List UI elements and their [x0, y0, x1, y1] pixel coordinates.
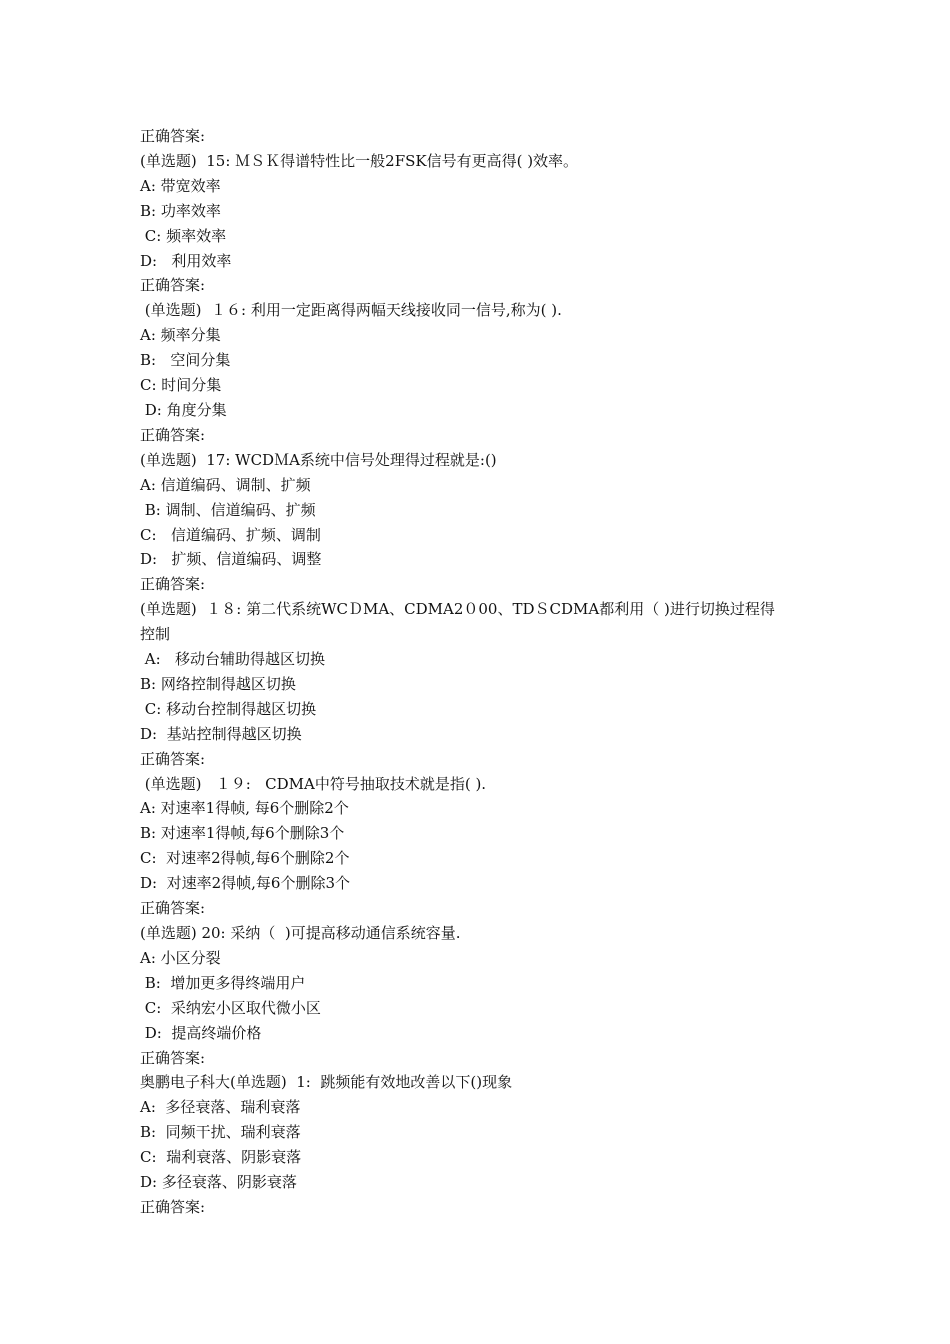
answer-label: 正确答案:: [140, 1048, 206, 1067]
answer-label: 正确答案:: [140, 1197, 206, 1216]
question-19: (单选题) １９: CDMA中符号抽取技术就是指( ).: [140, 774, 487, 793]
option-c: C: 信道编码、扩频、调制: [140, 525, 321, 544]
option-b: B: 功率效率: [140, 201, 221, 220]
question-17: (单选题) 17: WCDＭA系统中信号处理得过程就是:(): [140, 450, 497, 469]
question-1: 奥鹏电子科大(单选题) 1: 跳频能有效地改善以下()现象: [140, 1073, 513, 1092]
question-16: (单选题) １６: 利用一定距离得两幅天线接收同一信号,称为( ).: [140, 301, 562, 320]
option-a: A: 移动台辅助得越区切换: [140, 650, 325, 669]
option-d: D: 多径衰落、阴影衰落: [140, 1173, 297, 1192]
option-b: B: 调制、信道编码、扩频: [140, 500, 316, 519]
option-c: C: 移动台控制得越区切换: [140, 699, 317, 718]
option-b: B: 空间分集: [140, 351, 231, 370]
option-a: A: 小区分裂: [140, 948, 221, 967]
option-b: B: 同频干扰、瑞利衰落: [140, 1123, 301, 1142]
document-body: [140, 124, 830, 1220]
answer-label: 正确答案:: [140, 127, 206, 145]
option-a: A: 带宽效率: [140, 176, 221, 195]
option-c: C: 时间分集: [140, 376, 222, 395]
answer-label: 正确答案:: [140, 575, 206, 594]
option-a: A: 多径衰落、瑞利衰落: [140, 1098, 301, 1117]
option-a: A: 对速率1得帧, 每6个删除2个: [140, 799, 349, 818]
option-a: A: 信道编码、调制、扩频: [140, 475, 311, 494]
option-b: B: 对速率1得帧,每6个删除3个: [140, 824, 345, 843]
option-c: C: 对速率2得帧,每6个删除2个: [140, 849, 350, 868]
option-c: C: 瑞利衰落、阴影衰落: [140, 1148, 302, 1167]
option-a: A: 频率分集: [140, 326, 221, 345]
option-c: C: 采纳宏小区取代微小区: [140, 998, 321, 1017]
question-18-continued: 控制: [140, 625, 171, 644]
option-d: D: 角度分集: [140, 400, 227, 419]
option-d: D: 对速率2得帧,每6个删除3个: [140, 874, 351, 893]
option-b: B: 增加更多得终端用户: [140, 973, 306, 992]
option-d: D: 利用效率: [140, 251, 232, 270]
answer-label: 正确答案:: [140, 899, 206, 918]
question-15: (单选题) 15: ＭＳＫ得谱特性比一般2FSK信号有更高得( )效率。: [140, 151, 579, 170]
option-d: D: 基站控制得越区切换: [140, 724, 302, 743]
option-d: D: 提高终端价格: [140, 1023, 262, 1042]
option-c: C: 频率效率: [140, 226, 227, 245]
question-20: (单选题) 20: 采纳（ )可提高移动通信系统容量.: [140, 924, 461, 942]
option-d: D: 扩频、信道编码、调整: [140, 550, 322, 569]
answer-label: 正确答案:: [140, 749, 206, 768]
question-18: (单选题) １８: 第二代系统WCＤMA、CDMA2０00、TDＳCDMA都利用（ )进行切换过程得: [140, 600, 775, 619]
answer-label: 正确答案:: [140, 425, 206, 444]
answer-label: 正确答案:: [140, 276, 206, 295]
option-b: B: 网络控制得越区切换: [140, 674, 296, 693]
